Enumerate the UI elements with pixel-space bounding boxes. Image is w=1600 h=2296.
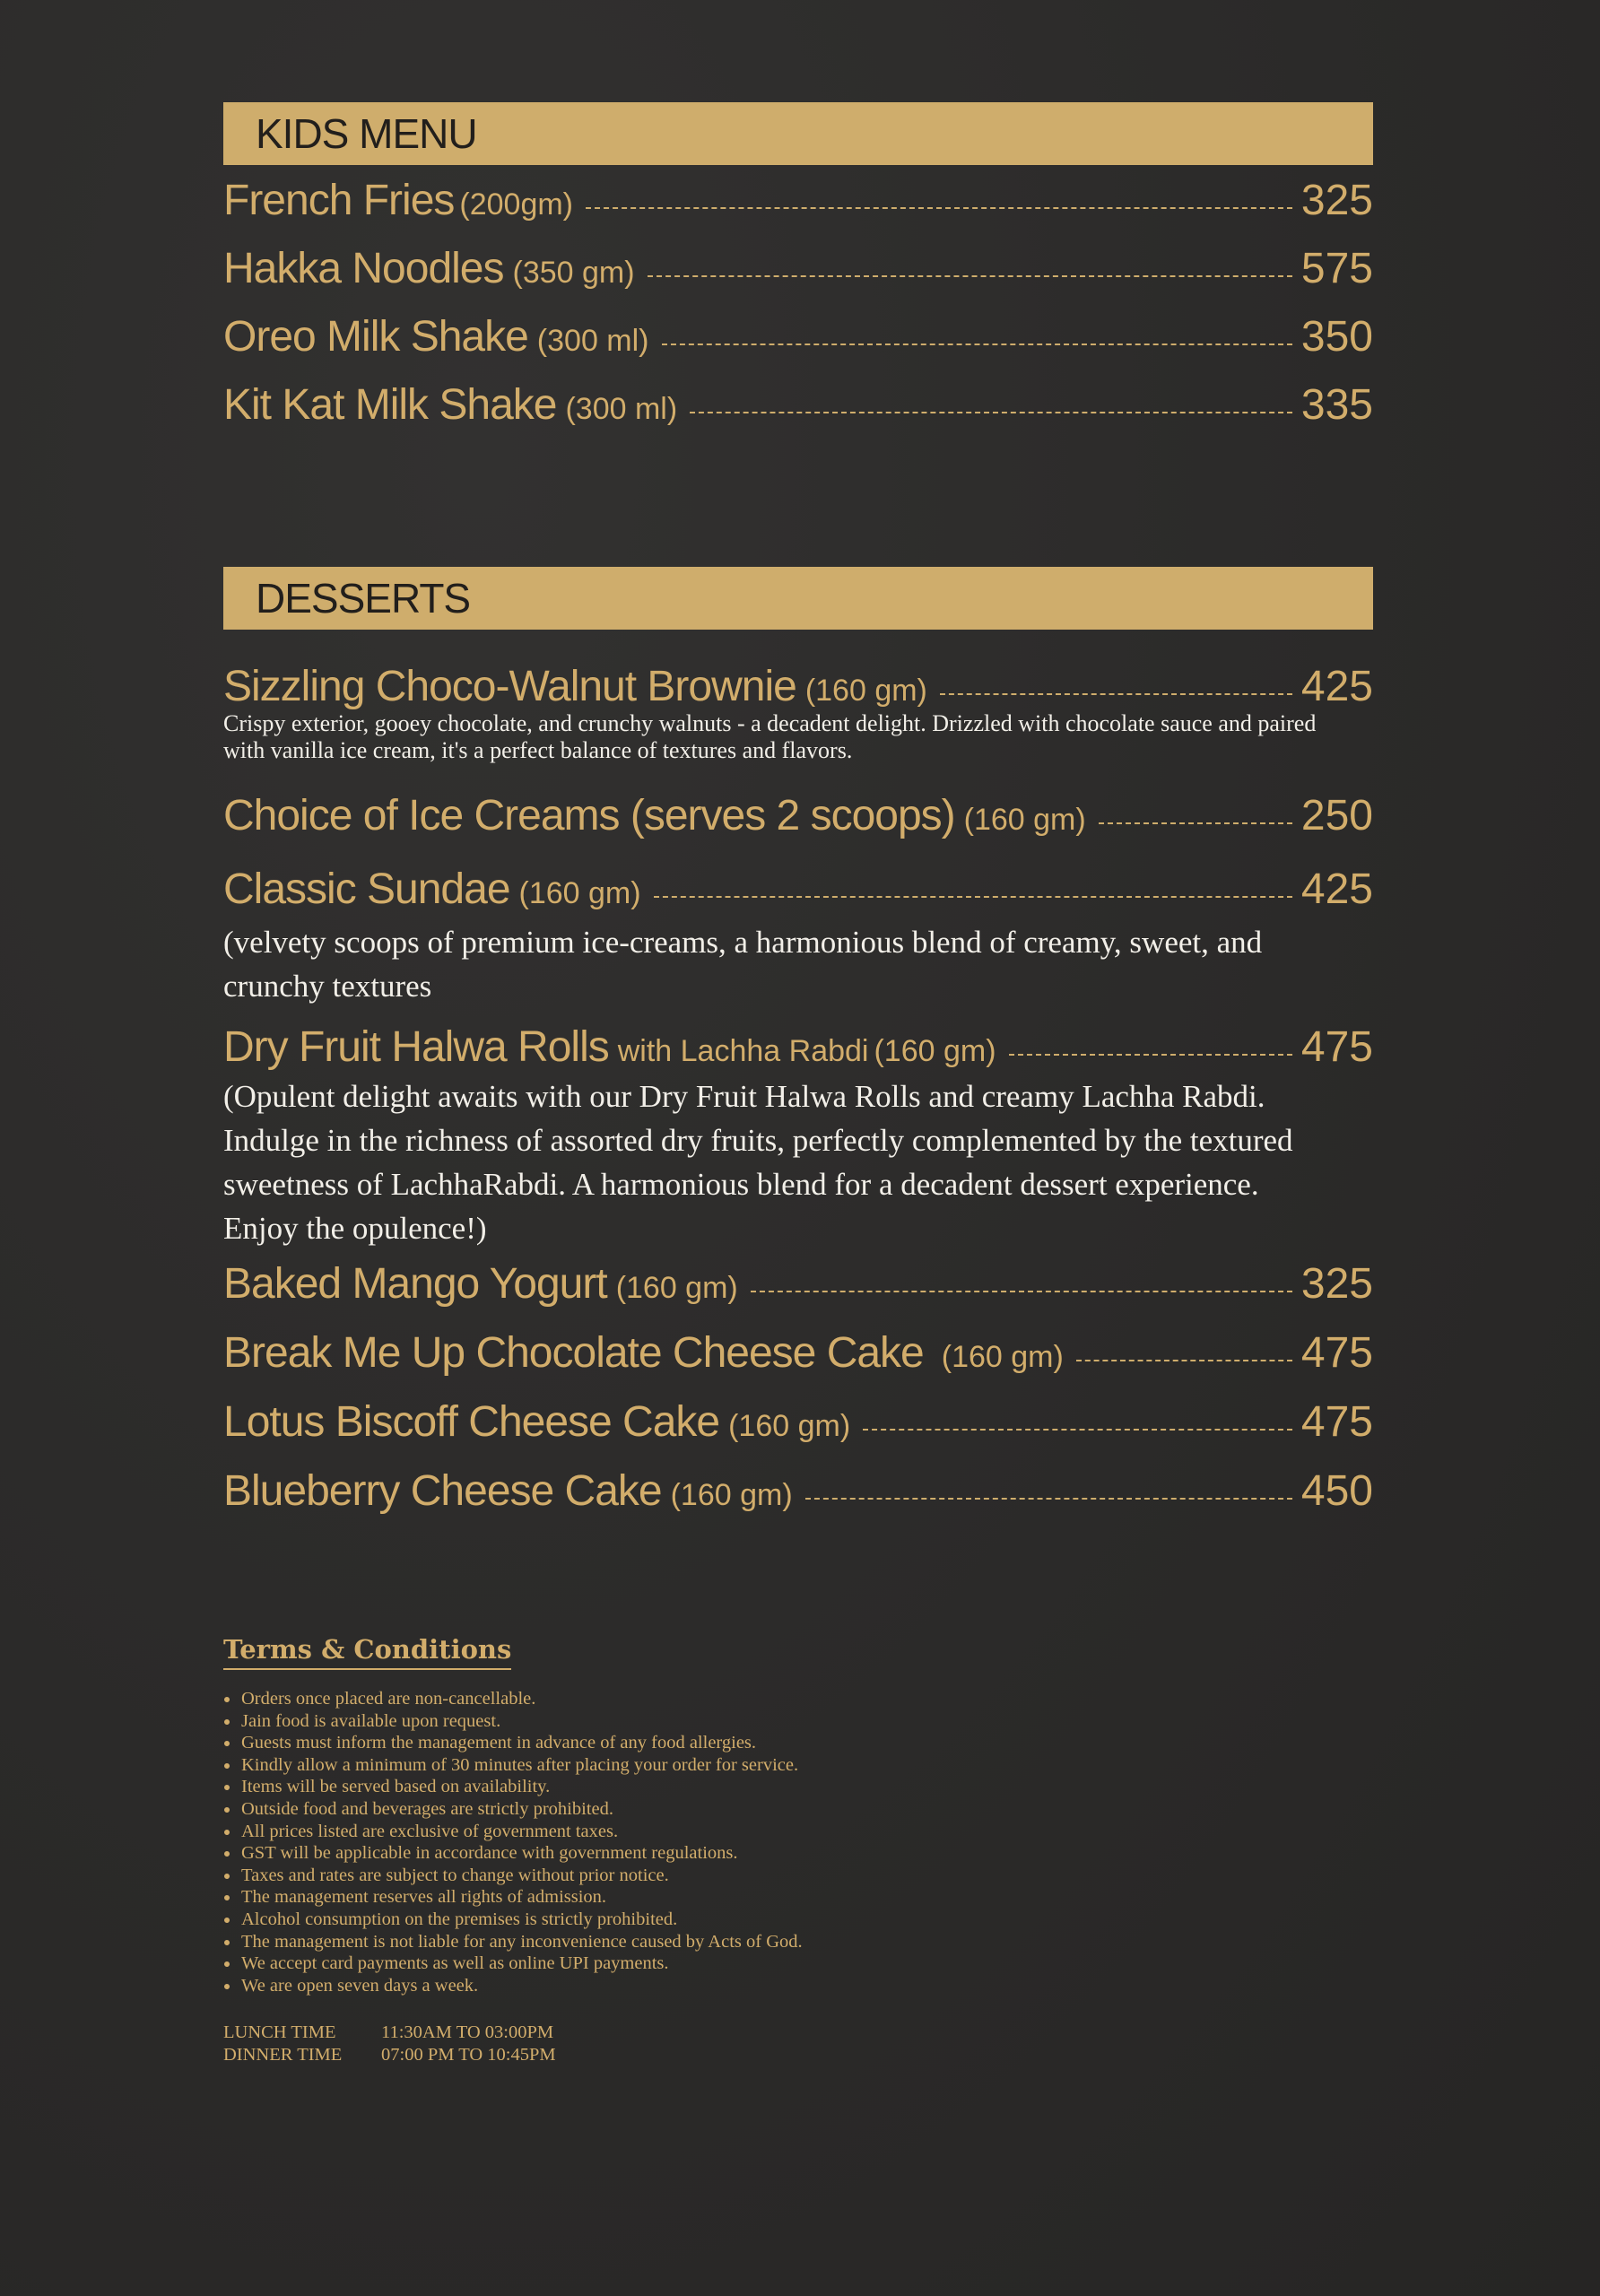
item-name: Choice of Ice Creams (serves 2 scoops)	[223, 792, 955, 839]
terms-item: GST will be applicable in accordance with government regulations.	[223, 1842, 1373, 1865]
menu-item	[223, 1328, 1373, 1397]
terms-item: Kindly allow a minimum of 30 minutes after placing your order for service.	[223, 1754, 1373, 1777]
menu-item	[223, 1466, 1373, 1535]
desserts-heading-banner	[223, 567, 1373, 630]
item-weight: (160 gm)	[804, 674, 927, 708]
item-price: 475	[1300, 1398, 1373, 1446]
terms-item: We are open seven days a week.	[223, 1975, 1373, 1997]
hours-row	[223, 2044, 1373, 2066]
item-weight: (160 gm)	[518, 876, 641, 910]
item-name: Kit Kat Milk Shake	[223, 381, 557, 429]
item-description: (velvety scoops of premium ice-creams, a harmonious blend of creamy, sweet, and crunchy textures	[223, 925, 1263, 1004]
item-name: Classic Sundae	[223, 865, 510, 913]
menu-item	[223, 1022, 1373, 1074]
hours-row	[223, 2022, 1373, 2044]
item-price: 575	[1300, 245, 1373, 292]
terms-item: Taxes and rates are subject to change without prior notice.	[223, 1865, 1373, 1887]
hours-value: 11:30AM TO 03:00PM	[381, 2022, 554, 2043]
leader-dots	[690, 412, 1292, 413]
menu-item	[223, 662, 1373, 714]
leader-dots	[586, 207, 1292, 209]
terms-item: We accept card payments as well as online UPI payments.	[223, 1952, 1373, 1975]
terms-item: Guests must inform the management in advance of any food allergies.	[223, 1732, 1373, 1754]
item-description: Crispy exterior, gooey chocolate, and crunchy walnuts - a decadent delight. Drizzled with chocolate sauce and paired with vanilla ice cream, it's a perfect balance of textures and flavors.	[223, 710, 1317, 763]
leader-dots	[648, 275, 1292, 277]
menu-item	[223, 1397, 1373, 1466]
item-price: 250	[1300, 792, 1373, 839]
terms-item: The management reserves all rights of admission.	[223, 1886, 1373, 1909]
item-accompaniment: with Lachha Rabdi	[617, 1034, 869, 1068]
item-price: 350	[1300, 313, 1373, 361]
terms-item: Outside food and beverages are strictly prohibited.	[223, 1798, 1373, 1821]
terms-item: The management is not liable for any inconvenience caused by Acts of God.	[223, 1931, 1373, 1953]
leader-dots	[662, 344, 1292, 345]
item-weight: (200gm)	[459, 187, 573, 222]
menu-item	[223, 312, 1373, 380]
item-name: Dry Fruit Halwa Rolls	[223, 1023, 609, 1071]
item-price: 335	[1300, 381, 1373, 429]
menu-item	[223, 176, 1373, 244]
menu-item	[223, 1259, 1373, 1328]
terms-item: Jain food is available upon request.	[223, 1710, 1373, 1733]
item-name: Oreo Milk Shake	[223, 313, 528, 361]
leader-dots	[1009, 1054, 1292, 1056]
kids-menu-heading: KIDS MENU	[256, 110, 477, 157]
leader-dots	[654, 896, 1292, 898]
item-price: 325	[1300, 177, 1373, 224]
item-name: Hakka Noodles	[223, 245, 504, 292]
item-price: 475	[1300, 1329, 1373, 1377]
terms-item: Orders once placed are non-cancellable.	[223, 1688, 1373, 1710]
kids-menu-list	[223, 176, 1373, 448]
item-weight: (160 gm)	[941, 1340, 1064, 1374]
item-weight: (300 ml)	[565, 392, 678, 426]
hours-value: 07:00 PM TO 10:45PM	[381, 2045, 556, 2066]
desserts-heading: DESSERTS	[256, 575, 471, 622]
item-price: 475	[1300, 1023, 1373, 1071]
menu-item	[223, 865, 1373, 920]
item-price: 425	[1300, 865, 1373, 913]
item-name: Sizzling Choco-Walnut Brownie	[223, 663, 796, 710]
leader-dots	[1076, 1360, 1292, 1361]
menu-page	[223, 102, 1373, 2066]
item-weight: (160 gm)	[615, 1271, 738, 1305]
terms-item: Items will be served based on availability.	[223, 1776, 1373, 1798]
terms-item: All prices listed are exclusive of government taxes.	[223, 1821, 1373, 1843]
leader-dots	[751, 1291, 1292, 1292]
item-weight: (350 gm)	[512, 256, 635, 290]
hours-label: DINNER TIME	[223, 2045, 343, 2066]
item-name: Lotus Biscoff Cheese Cake	[223, 1398, 720, 1446]
hours-label: LUNCH TIME	[223, 2022, 336, 2043]
item-name: Baked Mango Yogurt	[223, 1260, 607, 1308]
item-price: 450	[1300, 1467, 1373, 1515]
terms-list	[223, 1688, 1373, 1996]
item-weight: (160 gm)	[728, 1409, 851, 1443]
menu-item	[223, 380, 1373, 448]
leader-dots	[940, 693, 1292, 695]
terms-title: Terms & Conditions	[223, 1634, 511, 1670]
item-name: Break Me Up Chocolate Cheese Cake	[223, 1329, 924, 1377]
item-price: 325	[1300, 1260, 1373, 1308]
menu-item	[223, 244, 1373, 312]
terms-item: Alcohol consumption on the premises is strictly prohibited.	[223, 1909, 1373, 1931]
desserts-list	[223, 662, 1373, 1535]
item-weight: (160 gm)	[963, 803, 1086, 837]
terms-section	[223, 1634, 1373, 2066]
item-description: (Opulent delight awaits with our Dry Fruit Halwa Rolls and creamy Lachha Rabdi. Indulge in the richness of assorted dry fruits, perfectly complemented by the textured sweetness of LachhaRabdi. A harmonious blend for a decadent dessert experience. Enjoy the opulence!)	[223, 1079, 1293, 1246]
leader-dots	[805, 1498, 1292, 1500]
leader-dots	[1099, 822, 1292, 824]
menu-item	[223, 791, 1373, 847]
kids-menu-heading-banner	[223, 102, 1373, 165]
leader-dots	[863, 1429, 1292, 1431]
item-name: French Fries	[223, 177, 455, 224]
item-name: Blueberry Cheese Cake	[223, 1467, 662, 1515]
item-weight: (300 ml)	[536, 324, 649, 358]
item-price: 425	[1300, 663, 1373, 710]
item-weight: (160 gm)	[670, 1478, 793, 1512]
opening-hours	[223, 2022, 1373, 2066]
item-weight: (160 gm)	[874, 1034, 996, 1068]
